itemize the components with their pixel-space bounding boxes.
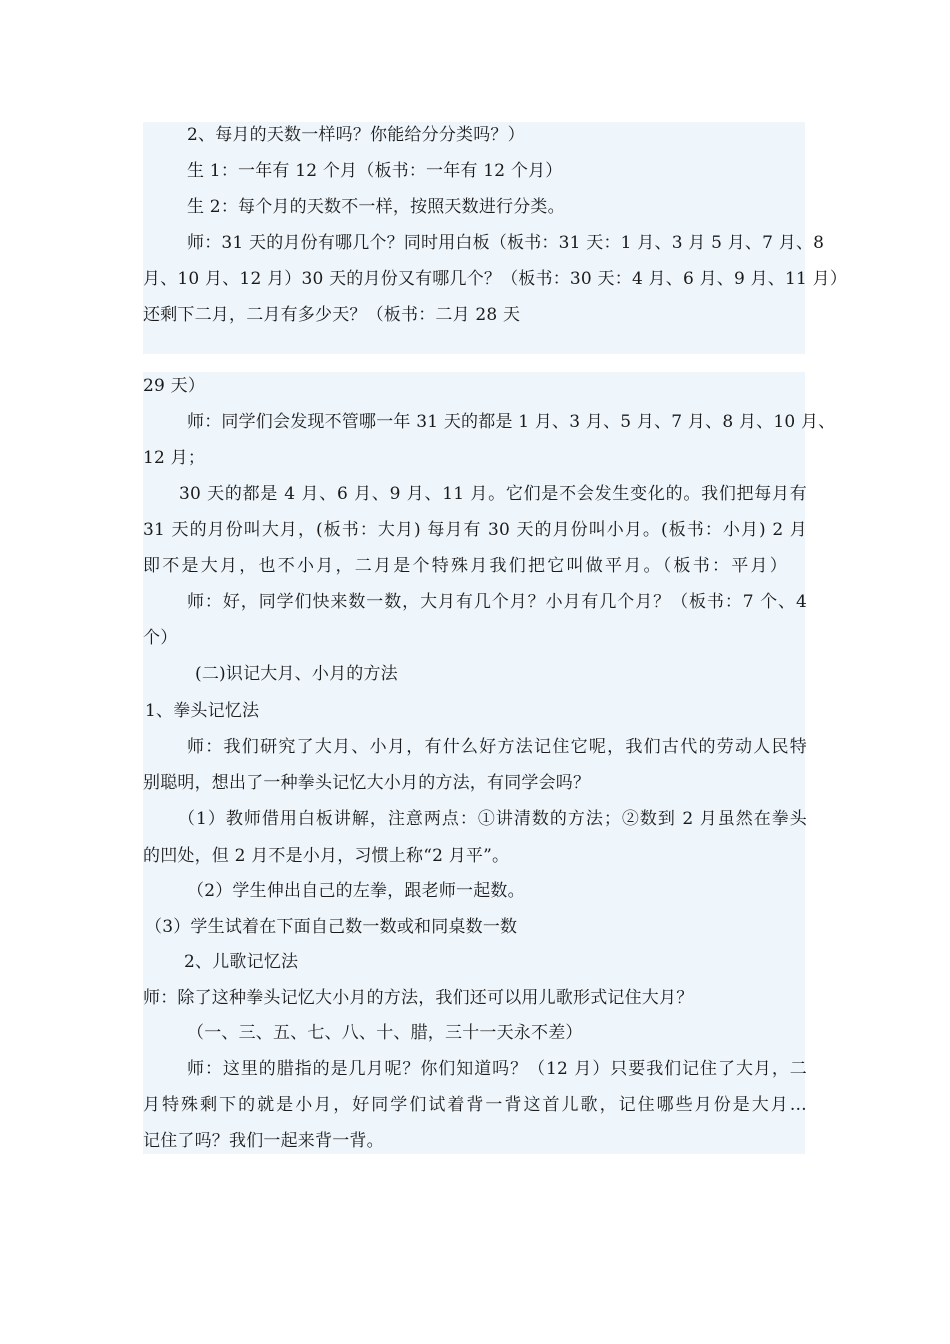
text-line: 月、10 月、12 月）30 天的月份又有哪几个？（板书：30 天：4 月、6 月、9 月、11 月） [143,269,848,289]
text-line: 个） [143,628,178,648]
text-line: 的凹处，但 2 月不是小月，习惯上称“2 月平”。 [143,846,510,866]
text-line: 师：除了这种拳头记忆大小月的方法，我们还可以用儿歌形式记住大月？ [143,988,694,1008]
text-line: 师：31 天的月份有哪几个？同时用白板（板书：31 天：1 月、3 月 5 月、7 月、8 [187,233,825,253]
section-heading: 2、儿歌记忆法 [184,952,299,972]
text-line: 30 天的都是 4 月、6 月、9 月、11 月。它们是不会发生变化的。我们把每月有 [179,484,807,504]
text-line: 即不是大月，也不小月，二月是个特殊月我们把它叫做平月。（板书：平月） [143,556,787,576]
text-line: （一、三、五、七、八、十、腊，三十一天永不差） [187,1023,583,1043]
section-heading: (二)识记大月、小月的方法 [195,664,398,684]
text-line: 生 2：每个月的天数不一样，按照天数进行分类。 [187,197,565,217]
text-line: 生 1：一年有 12 个月（板书：一年有 12 个月） [187,161,563,181]
section-heading: 1、拳头记忆法 [145,701,260,721]
text-line: 师：好，同学们快来数一数，大月有几个月？小月有几个月？（板书：7 个、4 [187,592,807,612]
text-line: 师：同学们会发现不管哪一年 31 天的都是 1 月、3 月、5 月、7 月、8 月、10 月、 [187,412,836,432]
text-line: （1）教师借用白板讲解，注意两点：①讲清数的方法；②数到 2 月虽然在拳头 [178,809,807,829]
text-line: （3）学生试着在下面自己数一数或和同桌数一数 [145,917,518,937]
text-line: 月特殊剩下的就是小月，好同学们试着背一背这首儿歌，记住哪些月份是大月… [143,1095,807,1115]
text-line: 29 天） [143,376,206,396]
text-line: 31 天的月份叫大月，(板书：大月) 每月有 30 天的月份叫小月。(板书：小月) 2 月 [143,520,807,540]
text-line: 师：我们研究了大月、小月，有什么好方法记住它呢，我们古代的劳动人民特 [187,737,807,757]
text-line: 别聪明，想出了一种拳头记忆大小月的方法，有同学会吗？ [143,773,591,793]
text-line: 2、每月的天数一样吗？你能给分分类吗？） [187,125,525,145]
text-line: 还剩下二月，二月有多少天？（板书：二月 28 天 [143,305,521,325]
text-line: （2）学生伸出自己的左拳，跟老师一起数。 [187,881,525,901]
text-line: 12 月； [143,448,206,468]
text-line: 记住了吗？我们一起来背一背。 [143,1131,384,1151]
text-line: 师：这里的腊指的是几月呢？你们知道吗？（12 月）只要我们记住了大月，二 [187,1059,807,1079]
